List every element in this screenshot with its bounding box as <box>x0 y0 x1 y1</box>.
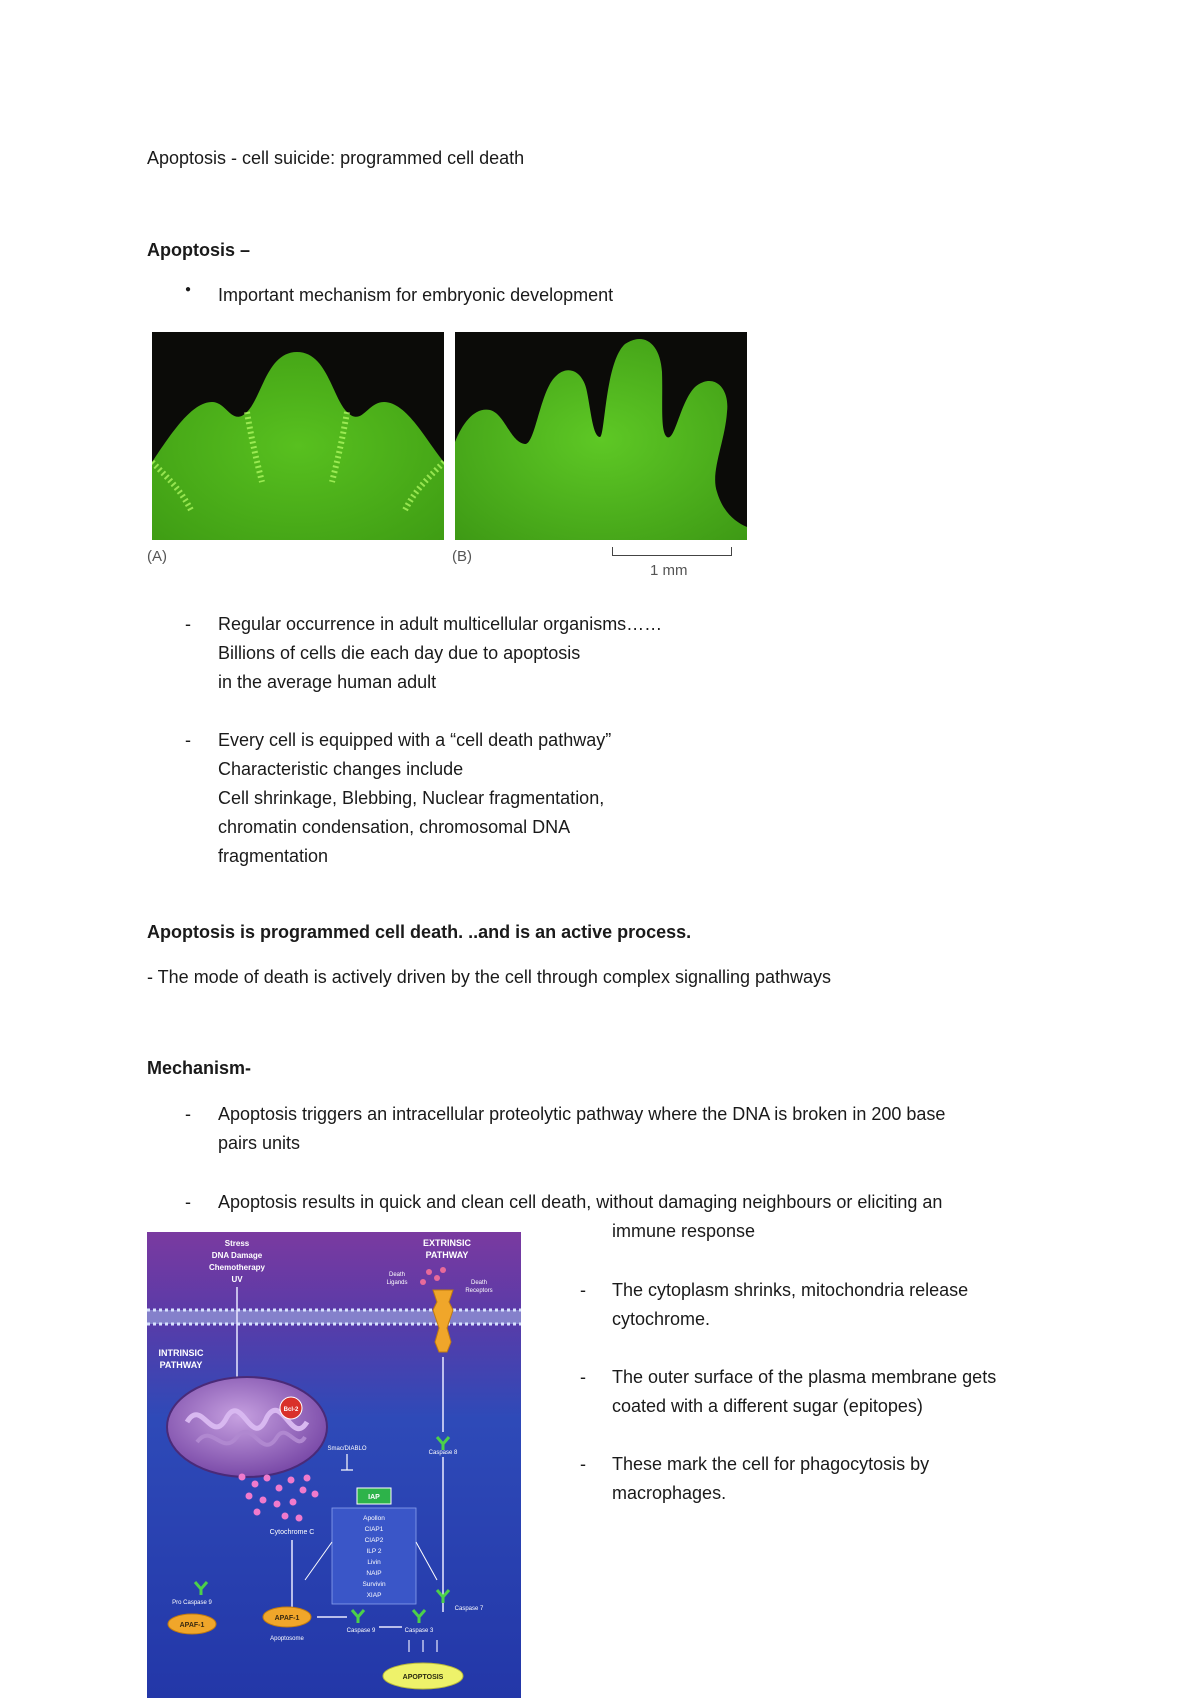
intrinsic-label: PATHWAY <box>159 1360 203 1370</box>
right-point-line: The outer surface of the plasma membrane gets <box>612 1367 997 1387</box>
caspase8-label: Caspase 8 <box>428 1450 458 1456</box>
section-heading-apoptosis: Apoptosis – <box>147 240 251 260</box>
right-point-line: macrophages. <box>612 1483 727 1503</box>
death-ligands-label: Ligands <box>386 1280 408 1286</box>
right-point-line: coated with a different sugar (epitopes) <box>612 1396 923 1416</box>
section-heading-mechanism: Mechanism- <box>147 1058 252 1078</box>
active-process-text: - The mode of death is actively driven by the cell through complex signalling pathways <box>147 967 832 987</box>
bullet-embryonic: Important mechanism for embryonic development <box>218 285 614 305</box>
document-title: Apoptosis - cell suicide: programmed cell death <box>147 148 525 168</box>
apoptosis-outcome-label: APOPTOSIS <box>402 1674 444 1681</box>
dash-marker: - <box>580 1454 586 1474</box>
death-receptors-label: Death <box>470 1280 488 1286</box>
apoptosome-label: Apoptosome <box>270 1636 304 1642</box>
dash-marker: - <box>185 614 191 634</box>
death-ligands-label: Death <box>388 1272 406 1278</box>
pro-caspase-label: Pro Caspase 9 <box>172 1600 212 1606</box>
scale-bar-label: 1 mm <box>650 562 688 579</box>
iap-label: IAP <box>368 1494 380 1501</box>
photo-limb-a <box>152 332 444 540</box>
caspase9-label: Caspase 9 <box>346 1628 376 1634</box>
stress-label: Chemotherapy <box>208 1263 266 1272</box>
point-line: Billions of cells die each day due to apoptosis <box>218 643 581 663</box>
mechanism-continuation: immune response <box>612 1221 756 1241</box>
iap-list-item: CIAP1 <box>364 1526 384 1533</box>
iap-list-item: Survivin <box>362 1581 386 1588</box>
mechanism-point-line: Apoptosis results in quick and clean cell death, without damaging neighbours or eliciting an <box>218 1192 943 1212</box>
photo-limb-b <box>455 332 747 540</box>
section-heading-active-process: Apoptosis is programmed cell death. ..and is an active process. <box>147 922 692 942</box>
point-line: fragmentation <box>218 846 329 866</box>
caspase7-label: Caspase 7 <box>454 1606 484 1612</box>
figure-label-a: (A) <box>147 548 167 565</box>
apaf-top-label: APAF-1 <box>274 1615 300 1622</box>
dash-marker: - <box>185 1104 191 1124</box>
mechanism-point-line: Apoptosis triggers an intracellular proteolytic pathway where the DNA is broken in 200 base <box>218 1104 946 1124</box>
right-point-line: These mark the cell for phagocytosis by <box>612 1454 930 1474</box>
point-line: in the average human adult <box>218 672 437 692</box>
point-line: Every cell is equipped with a “cell death pathway” <box>218 730 612 750</box>
scale-bar <box>612 547 732 556</box>
mechanism-point-line: pairs units <box>218 1133 301 1153</box>
point-line: Regular occurrence in adult multicellular organisms…… <box>218 614 663 634</box>
bullet-dot: ● <box>185 284 192 295</box>
right-point-line: The cytoplasm shrinks, mitochondria release <box>612 1280 969 1300</box>
point-line: chromatin condensation, chromosomal DNA <box>218 817 571 837</box>
point-line: Cell shrinkage, Blebbing, Nuclear fragmentation, <box>218 788 605 808</box>
iap-list-item: Livin <box>367 1559 381 1566</box>
bcl2-label: Bcl-2 <box>283 1407 299 1413</box>
dash-marker: - <box>185 730 191 750</box>
iap-list-item: NAIP <box>366 1570 382 1577</box>
stress-label: DNA Damage <box>211 1251 263 1260</box>
iap-list-item: XIAP <box>366 1592 382 1599</box>
apaf-bottom-label: APAF-1 <box>179 1622 205 1629</box>
iap-list-item: Apollon <box>363 1515 385 1522</box>
intrinsic-label: INTRINSIC <box>158 1348 204 1358</box>
stress-label: Stress <box>224 1239 250 1248</box>
apoptosis-pathway-diagram <box>147 1232 521 1698</box>
cytochrome-label: Cytochrome C <box>269 1529 315 1536</box>
iap-list-item: CIAP2 <box>364 1537 384 1544</box>
stress-label: UV <box>231 1275 243 1284</box>
dash-marker: - <box>580 1367 586 1387</box>
iap-list-item: ILP 2 <box>366 1548 382 1555</box>
dash-marker: - <box>580 1280 586 1300</box>
extrinsic-label: PATHWAY <box>425 1250 469 1260</box>
smac-label: Smac/DIABLO <box>327 1446 367 1452</box>
extrinsic-label: EXTRINSIC <box>422 1238 472 1248</box>
caspase3-label: Caspase 3 <box>404 1628 434 1634</box>
right-point-line: cytochrome. <box>612 1309 711 1329</box>
figure-label-b: (B) <box>452 548 472 565</box>
dash-marker: - <box>185 1192 191 1212</box>
death-receptors-label: Receptors <box>465 1288 493 1294</box>
point-line: Characteristic changes include <box>218 759 464 779</box>
